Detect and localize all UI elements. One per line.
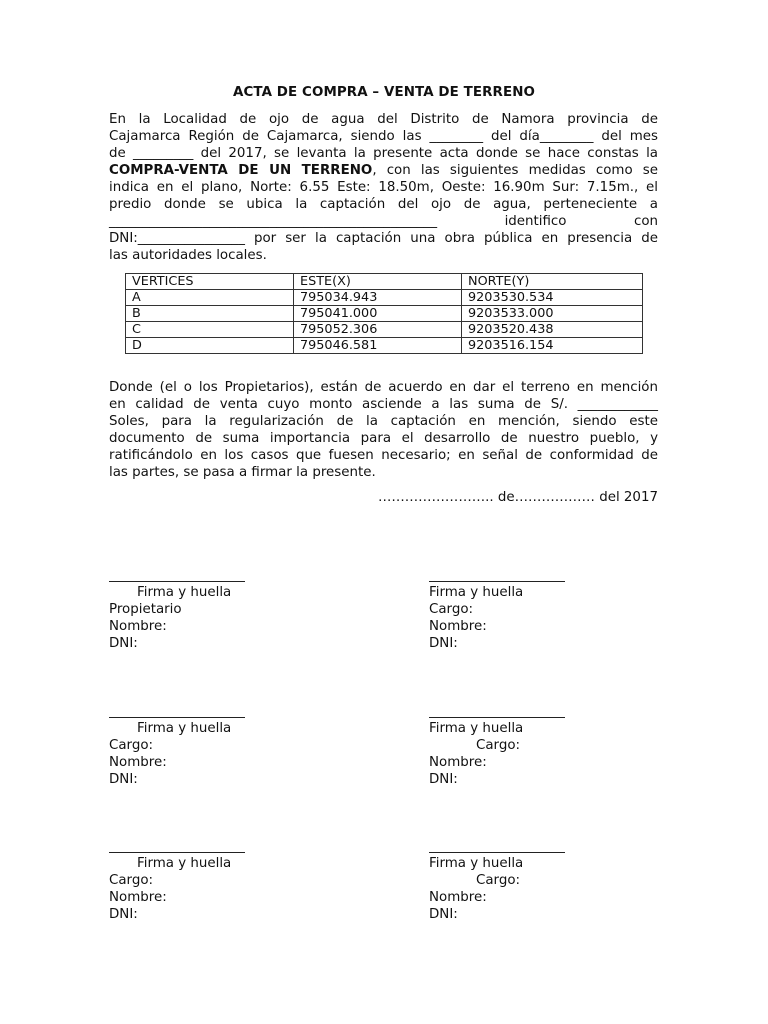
signature-block: [109, 852, 329, 923]
signature-caption: Firma y huella: [137, 721, 232, 736]
table-cell: 9203516.154: [462, 338, 643, 354]
signature-name: Nombre:: [109, 619, 167, 634]
signature-name: Nombre:: [109, 755, 167, 770]
closing-line: en calidad de venta cuyo monto asciende a las suma de S/. ____________: [109, 397, 658, 412]
intro-paragraph: [109, 111, 658, 264]
signature-line: [109, 852, 245, 853]
intro-line: las autoridades locales.: [109, 248, 267, 263]
closing-paragraph: [109, 379, 658, 481]
signature-block: [109, 717, 329, 788]
date-line: …………………….. de……………… del 2017: [377, 490, 658, 505]
signature-block: [429, 717, 649, 788]
signature-line: [429, 581, 565, 582]
table-header-cell: NORTE(Y): [462, 274, 643, 290]
table-cell: B: [126, 306, 294, 322]
signature-line: [429, 852, 565, 853]
closing-line: ratificándolo en los casos que fuesen necesario; en señal de conformidad de: [109, 448, 658, 463]
table-cell: 795041.000: [294, 306, 462, 322]
signature-role: Cargo:: [109, 738, 154, 753]
intro-line: [109, 213, 658, 230]
intro-line: de _________ del 2017, se levanta la presente acta donde se hace constas la: [109, 146, 658, 161]
table-header-row: [126, 274, 643, 290]
closing-line: Soles, para la regularización de la captación en mención, siendo este: [109, 414, 658, 429]
table-cell: C: [126, 322, 294, 338]
signature-caption: Firma y huella: [137, 856, 232, 871]
signature-caption: Firma y huella: [137, 585, 232, 600]
closing-line: las partes, se pasa a firmar la presente.: [109, 465, 376, 480]
table-row: [126, 290, 643, 306]
signature-name: Nombre:: [429, 890, 487, 905]
intro-blank: _________________________________________________: [109, 214, 438, 229]
intro-line: DNI:________________ por ser la captación una obra pública en presencia de: [109, 231, 658, 246]
intro-line-rest: , con las siguientes medidas como se: [372, 163, 658, 178]
signature-line: [429, 717, 565, 718]
intro-line: [109, 162, 658, 179]
intro-line: indica en el plano, Norte: 6.55 Este: 18.50m, Oeste: 16.90m Sur: 7.15m., el: [109, 180, 658, 195]
intro-line: En la Localidad de ojo de agua del Distrito de Namora provincia de: [109, 112, 658, 127]
table-cell: 795034.943: [294, 290, 462, 306]
signature-role: Cargo:: [429, 602, 474, 617]
signature-dni: DNI:: [109, 636, 138, 651]
signature-block: [429, 852, 649, 923]
closing-line: documento de suma importancia para el desarrollo de nuestro pueblo, y: [109, 431, 658, 446]
signature-caption: Firma y huella: [429, 856, 524, 871]
signature-line: [109, 717, 245, 718]
signature-role: Cargo:: [476, 738, 521, 753]
signature-name: Nombre:: [429, 619, 487, 634]
signature-line: [109, 581, 245, 582]
document-title: ACTA DE COMPRA – VENTA DE TERRENO: [233, 85, 535, 100]
signature-caption: Firma y huella: [429, 585, 524, 600]
intro-line: Cajamarca Región de Cajamarca, siendo las ________ del día________ del mes: [109, 129, 658, 144]
signature-name: Nombre:: [429, 755, 487, 770]
signature-role: Cargo:: [109, 873, 154, 888]
signature-block: [109, 581, 329, 652]
closing-line: Donde (el o los Propietarios), están de acuerdo en dar el terreno en mención: [109, 380, 658, 395]
signature-block: [429, 581, 649, 652]
signature-dni: DNI:: [429, 772, 458, 787]
vertices-table: [125, 273, 643, 354]
signature-dni: DNI:: [429, 636, 458, 651]
signature-name: Nombre:: [109, 890, 167, 905]
signature-role: Cargo:: [476, 873, 521, 888]
table-header-cell: VERTICES: [126, 274, 294, 290]
signature-dni: DNI:: [109, 907, 138, 922]
table-row: [126, 322, 643, 338]
table-cell: 9203520.438: [462, 322, 643, 338]
intro-bold-phrase: COMPRA-VENTA DE UN TERRENO: [109, 163, 373, 178]
signature-dni: DNI:: [109, 772, 138, 787]
table-cell: A: [126, 290, 294, 306]
table-row: [126, 338, 643, 354]
table-row: [126, 306, 643, 322]
intro-word: identifico: [504, 214, 567, 229]
table-cell: 9203533.000: [462, 306, 643, 322]
table-cell: 9203530.534: [462, 290, 643, 306]
table-cell: D: [126, 338, 294, 354]
table-cell: 795052.306: [294, 322, 462, 338]
intro-line: predio donde se ubica la captación del ojo de agua, perteneciente a: [109, 197, 658, 212]
signature-role: Propietario: [109, 602, 182, 617]
signature-dni: DNI:: [429, 907, 458, 922]
signature-caption: Firma y huella: [429, 721, 524, 736]
table-header-cell: ESTE(X): [294, 274, 462, 290]
table-cell: 795046.581: [294, 338, 462, 354]
intro-word: con: [633, 214, 658, 229]
